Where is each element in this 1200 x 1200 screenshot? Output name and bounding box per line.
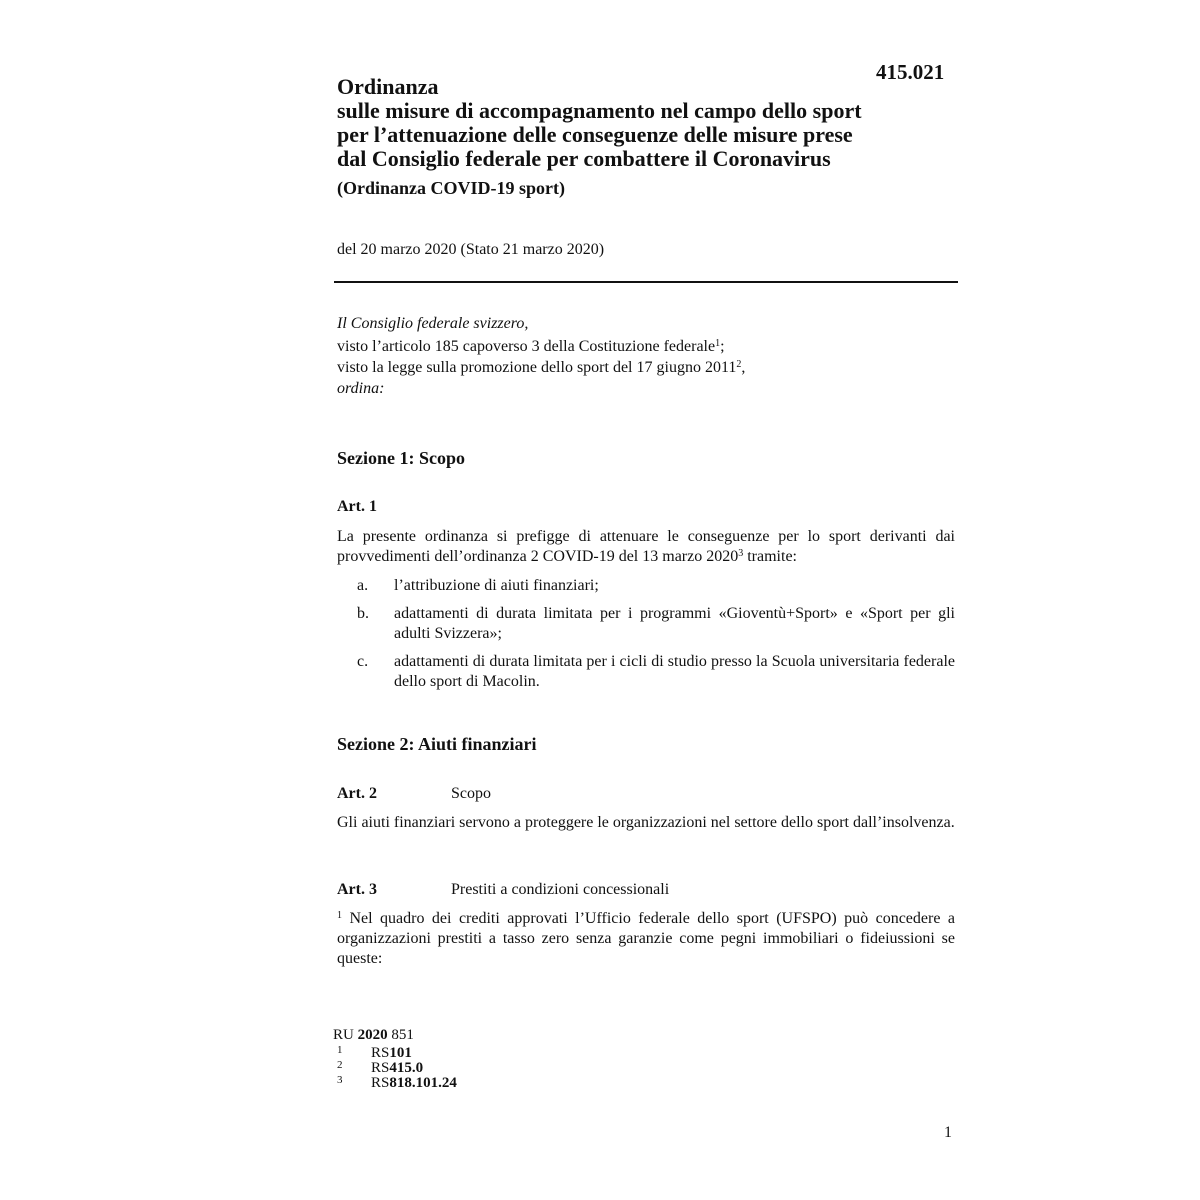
section-heading: Sezione 2: Aiuti finanziari (337, 734, 537, 754)
footnote-ref[interactable]: 3 (738, 548, 744, 559)
article-heading (337, 881, 669, 899)
article-title: Scopo (451, 785, 491, 802)
article-title: Prestiti a condizioni concessionali (451, 881, 670, 898)
title-line: dal Consiglio federale per combattere il Coronavirus (337, 146, 831, 171)
list-item: c. adattamenti di durata limitata per i cicli di studio presso la Scuola universitaria federale dello sport di Macolin. (357, 653, 955, 690)
footnotes (337, 1046, 457, 1091)
footnote-ref[interactable]: 2 (736, 359, 742, 370)
article-heading (337, 785, 491, 803)
article-heading (337, 498, 451, 516)
page-number: 1 (944, 1124, 952, 1141)
title-line: sulle misure di accompagnamento nel campo dello sport (337, 98, 862, 123)
footnote: 2 RS 415.0 (337, 1059, 424, 1076)
preamble-decree: ordina: (337, 380, 385, 397)
ru-reference: RU 2020 851 (333, 1027, 414, 1043)
preamble-authority: Il Consiglio federale svizzero, (337, 315, 529, 332)
date-line: del 20 marzo 2020 (Stato 21 marzo 2020) (337, 241, 605, 258)
article-paragraph: La presente ordinanza si prefigge di attenuare le conseguenze per lo sport derivanti dai provvedimenti dell’ordinanza 2 COVID-19 del 13 marzo 2020$^3$ tramite: (337, 528, 955, 565)
title-line: Ordinanza (337, 74, 439, 99)
preamble (337, 313, 745, 399)
article-label: Art. 2 (337, 785, 377, 802)
article-paragraph: Gli aiuti finanziari servono a proteggere le organizzazioni nel settore dello sport dall’insolvenza. (337, 814, 955, 831)
sr-number: 415.021 (876, 60, 945, 84)
document-title (337, 75, 937, 171)
paragraph-number: 1 (337, 910, 342, 921)
divider (334, 281, 958, 283)
preamble-line: visto la legge sulla promozione dello sport del 17 giugno 2011$^2$, (337, 359, 746, 376)
footnote: 3 RS 818.101.24 (337, 1074, 457, 1091)
preamble-line: visto l’articolo 185 capoverso 3 della Costituzione federale$^1$; (337, 338, 725, 355)
footnote: 1 RS 101 (337, 1044, 412, 1061)
article-label: Art. 3 (337, 881, 377, 898)
list-item: a. l’attribuzione di aiuti finanziari; (357, 577, 599, 594)
short-title: (Ordinanza COVID-19 sport) (337, 178, 565, 198)
article-paragraph: $^1$ Nel quadro dei crediti approvati l’Ufficio federale dello sport (UFSPO) può concedere a organizzazioni prestiti a tasso zero senza garanzie come pegni immobiliari o fideiussioni se queste: (337, 910, 955, 967)
article-list (357, 576, 955, 700)
section-heading: Sezione 1: Scopo (337, 448, 465, 468)
list-item: b. adattamenti di durata limitata per i programmi «Gioventù+Sport» e «Sport per gli adulti Svizzera»; (357, 605, 955, 642)
title-line: per l’attenuazione delle conseguenze delle misure prese (337, 122, 853, 147)
article-label: Art. 1 (337, 498, 377, 515)
footnote-ref[interactable]: 1 (715, 338, 721, 349)
